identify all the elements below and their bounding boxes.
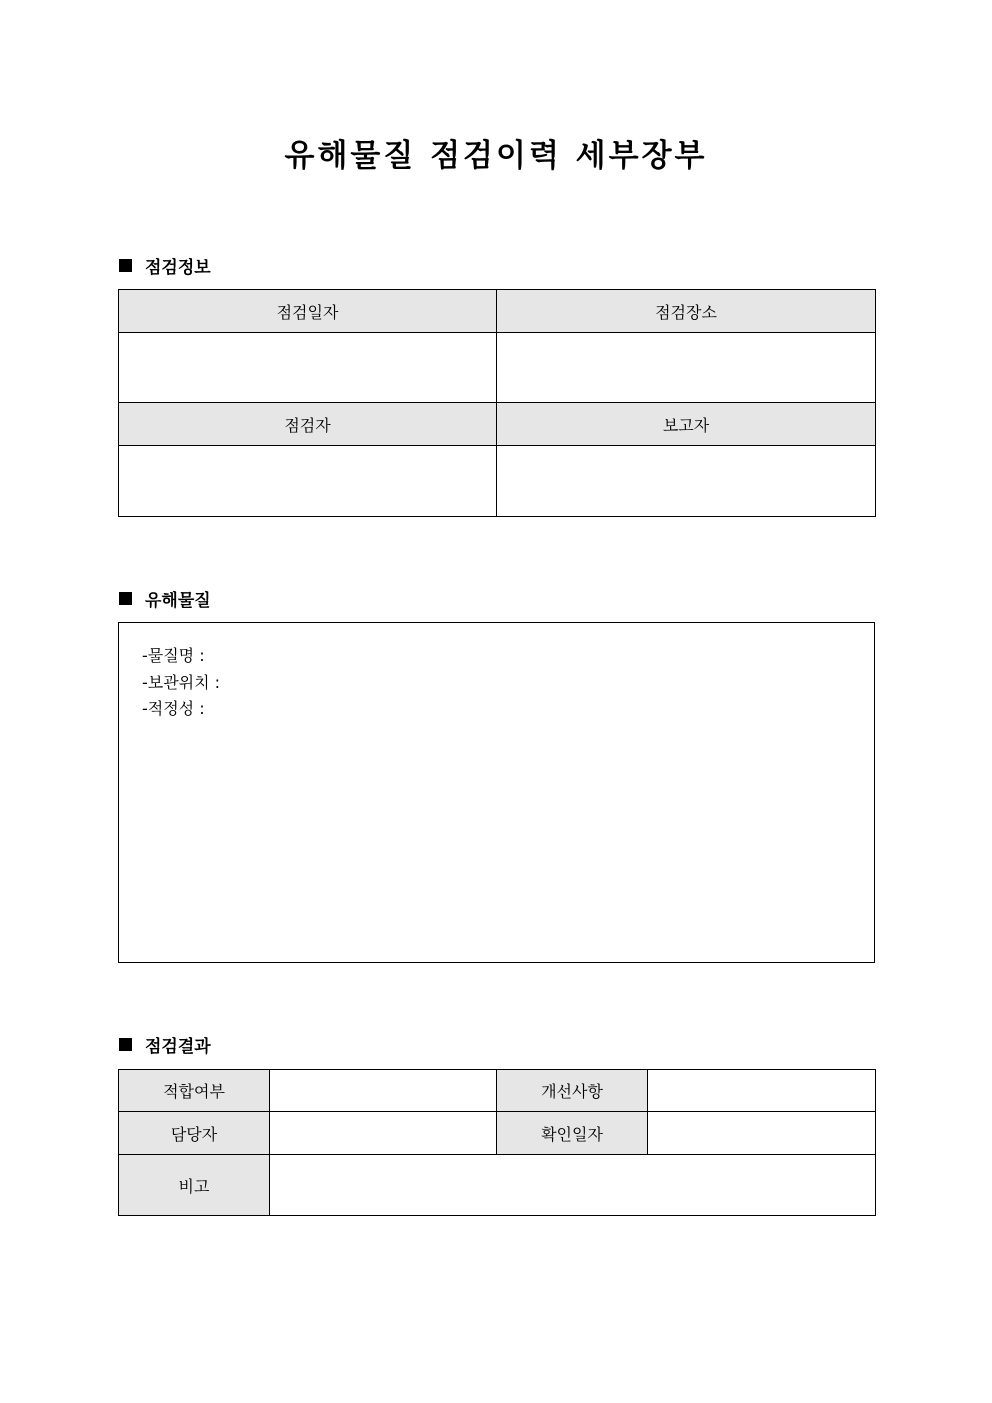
section-heading-label: 점검결과 bbox=[145, 1036, 211, 1057]
label-confirmation-date: 확인일자 bbox=[497, 1112, 648, 1155]
field-improvements[interactable] bbox=[648, 1070, 876, 1112]
header-inspector: 점검자 bbox=[119, 403, 497, 446]
inspection-info-table bbox=[118, 289, 876, 517]
square-bullet-icon bbox=[119, 1038, 132, 1051]
storage-location-line: -보관위치 : bbox=[142, 672, 221, 692]
header-reporter: 보고자 bbox=[497, 403, 876, 446]
field-suitability[interactable] bbox=[270, 1070, 497, 1112]
section-heading-label: 유해물질 bbox=[145, 590, 211, 611]
adequacy-line: -적정성 : bbox=[142, 699, 205, 718]
header-inspection-date: 점검일자 bbox=[119, 290, 497, 333]
section-heading-hazardous-material bbox=[119, 586, 211, 610]
label-improvements: 개선사항 bbox=[497, 1070, 648, 1112]
square-bullet-icon bbox=[119, 592, 132, 605]
section-heading-label: 점검정보 bbox=[145, 257, 211, 278]
field-confirmation-date[interactable] bbox=[648, 1112, 876, 1155]
header-inspection-location: 점검장소 bbox=[497, 290, 876, 333]
field-reporter[interactable] bbox=[497, 446, 876, 517]
section-heading-inspection-result bbox=[119, 1032, 211, 1056]
label-suitability: 적합여부 bbox=[119, 1070, 270, 1112]
field-inspection-date[interactable] bbox=[119, 333, 497, 403]
section-heading-inspection-info bbox=[119, 253, 211, 277]
hazardous-material-box[interactable] bbox=[118, 622, 875, 963]
page-title: 유해물질 점검이력 세부장부 bbox=[284, 138, 708, 174]
material-name-line: -물질명 : bbox=[142, 646, 205, 665]
square-bullet-icon bbox=[119, 259, 132, 272]
field-inspection-location[interactable] bbox=[497, 333, 876, 403]
field-inspector[interactable] bbox=[119, 446, 497, 517]
label-person-in-charge: 담당자 bbox=[119, 1112, 270, 1155]
label-remarks: 비고 bbox=[119, 1155, 270, 1216]
inspection-result-table bbox=[118, 1069, 876, 1216]
field-person-in-charge[interactable] bbox=[270, 1112, 497, 1155]
field-remarks[interactable] bbox=[270, 1155, 876, 1216]
